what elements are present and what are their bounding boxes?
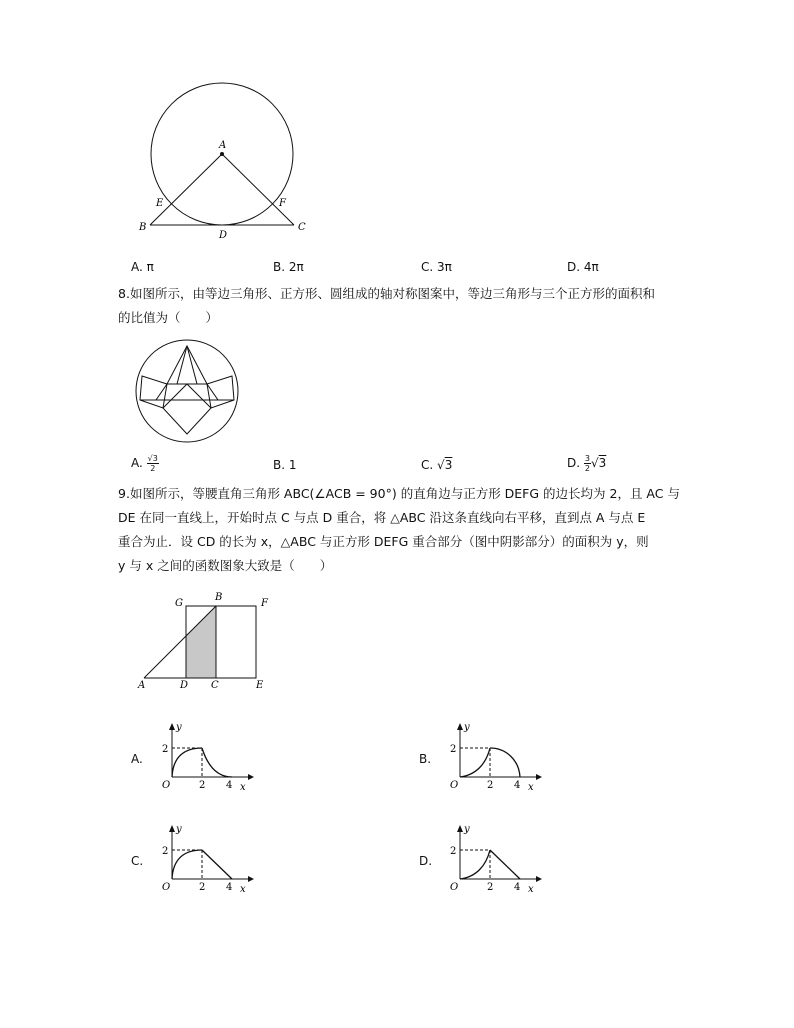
q8-top-line-left [177,346,187,384]
q9-line3: 重合为止．设 CD 的长为 x，△ABC 与正方形 DEFG 重合部分（图中阴影部分）的面积为 y，则 [118,534,649,549]
graph-b-tick-4: 4 [514,780,521,791]
q7-label-d: D [219,230,228,241]
graph-d-rise-curve [460,850,490,879]
q7-figure [130,70,320,250]
q9-option-a-letter: A. [131,752,143,766]
q7-center-dot [220,152,224,156]
graph-b-x-label: x [528,782,534,793]
q7-label-a: A [219,140,227,151]
graph-b-fall-curve [490,748,520,777]
graph-a-y-arrow [169,723,175,730]
q7-option-b-text: 2π [288,260,304,274]
q8-circle [136,340,238,442]
q8-option-b[interactable] [273,458,297,472]
q8-option-c-text: 3 [444,458,453,472]
graph-c-x-label: x [240,884,246,895]
q9-option-d[interactable] [419,854,432,868]
q8-top-line-right [187,346,197,384]
q9-graph-a [156,722,256,792]
q9-line1: 如图所示，等腰直角三角形 ABC(∠ACB = 90°) 的直角边与正方形 DEFG 的边长均为 2，且 AC 与 [129,486,680,501]
q8-option-a-letter: A. [131,456,143,470]
q8-option-a[interactable] [131,454,159,473]
q9-graph-c [156,824,256,894]
q8-bottom-square [163,384,211,434]
q8-option-a-fraction [147,454,159,473]
q7-option-a-text: π [146,260,154,274]
q8-option-d-fraction [584,454,591,473]
graph-b-rise-curve [460,748,490,777]
q8-option-d-letter: D. [567,456,581,470]
graph-d-tick-4: 4 [514,882,521,893]
q7-option-a-letter: A. [131,260,143,274]
graph-d-tick-2: 2 [487,882,494,893]
q7-option-d-letter: D. [567,260,581,274]
q9-line2: DE 在同一直线上，开始时点 C 与点 D 重合，将 △ABC 沿这条直线向右平移，直到点 A 与点 E [118,510,646,525]
q7-option-b[interactable] [273,260,304,274]
graph-d-ytick-2: 2 [450,846,457,857]
q8-question-text [118,282,718,330]
q7-option-d[interactable] [567,260,599,274]
graph-a-fall-curve [202,748,232,777]
q9-label-f: F [261,598,268,609]
q9-question-text [118,482,728,578]
q8-option-b-text: 1 [288,458,297,472]
q9-label-a: A [138,680,146,691]
graph-c-tick-4: 4 [226,882,233,893]
q7-label-e: E [156,198,164,209]
q7-label-c: C [298,222,306,233]
graph-d-y-arrow [457,825,463,832]
q7-label-b: B [139,222,147,233]
graph-c-y-label: y [176,824,182,835]
graph-d-fall-line [490,850,520,879]
graph-b-y-label: y [464,722,470,733]
q9-option-c-letter: C. [131,854,144,868]
q8-option-a-den: 2 [150,464,156,473]
graph-b-x-arrow [536,774,542,780]
q9-option-c[interactable] [131,854,143,868]
graph-a-ytick-2: 2 [162,744,169,755]
graph-c-fall-line [202,850,232,879]
q7-option-b-letter: B. [273,260,286,274]
q7-option-a[interactable] [131,260,154,274]
q9-label-b: B [215,592,223,603]
q8-option-d-num: 3 [584,454,590,463]
q9-option-a[interactable] [131,752,143,766]
graph-b-origin: O [450,780,459,791]
q8-triangle [167,346,207,384]
graph-d-x-label: x [528,884,534,895]
q9-graph-d [444,824,544,894]
graph-d-y-label: y [464,824,470,835]
q9-number: 9. [118,486,130,501]
q8-option-d-den: 2 [584,464,590,473]
q8-text-line2: 的比值为（ ） [118,310,219,325]
q9-label-d: D [180,680,189,691]
q8-option-d-root: 3 [598,456,607,470]
q8-option-c[interactable] [421,458,452,472]
q8-option-c-letter: C. [421,458,434,472]
graph-c-origin: O [162,882,171,893]
graph-a-x-arrow [248,774,254,780]
graph-c-ytick-2: 2 [162,846,169,857]
q9-option-d-letter: D. [419,854,433,868]
q9-shaded-region [186,606,216,678]
q7-option-c-letter: C. [421,260,434,274]
q9-graph-b [444,722,544,792]
graph-b-y-arrow [457,723,463,730]
graph-d-x-arrow [536,876,542,882]
q8-option-a-num: √3 [147,454,158,463]
q7-label-f: F [279,198,286,209]
q9-label-c: C [211,680,219,691]
q9-option-b-letter: B. [419,752,432,766]
q8-right-square [207,376,234,408]
graph-c-y-arrow [169,825,175,832]
q8-text-line1: 如图所示，由等边三角形、正方形、圆组成的轴对称图案中，等边三角形与三个正方形的面积和 [129,286,655,301]
q8-left-square [140,376,167,408]
graph-c-rise-curve [172,850,202,879]
q7-option-c[interactable] [421,260,452,274]
graph-a-origin: O [162,780,171,791]
q8-figure [134,338,240,444]
q9-label-g: G [175,598,183,609]
q9-figure [134,590,284,695]
q8-option-d[interactable] [567,454,606,473]
q8-option-d-rootsign: √3 [590,456,607,470]
q9-label-e: E [256,680,264,691]
q7-option-c-text: 3π [437,260,452,274]
q8-number: 8. [118,286,130,301]
graph-a-tick-4: 4 [226,780,233,791]
graph-a-rise-curve [172,748,202,777]
graph-a-x-label: x [240,782,246,793]
graph-b-ytick-2: 2 [450,744,457,755]
graph-a-tick-2: 2 [199,780,206,791]
q7-option-d-text: 4π [583,260,599,274]
graph-a-y-label: y [176,722,182,733]
q9-option-b[interactable] [419,752,431,766]
graph-c-tick-2: 2 [199,882,206,893]
q8-option-c-root: √3 [437,458,453,472]
graph-c-x-arrow [248,876,254,882]
q9-line4: y 与 x 之间的函数图象大致是（ ） [118,558,333,573]
graph-b-tick-2: 2 [487,780,494,791]
q8-option-b-letter: B. [273,458,286,472]
graph-d-origin: O [450,882,459,893]
